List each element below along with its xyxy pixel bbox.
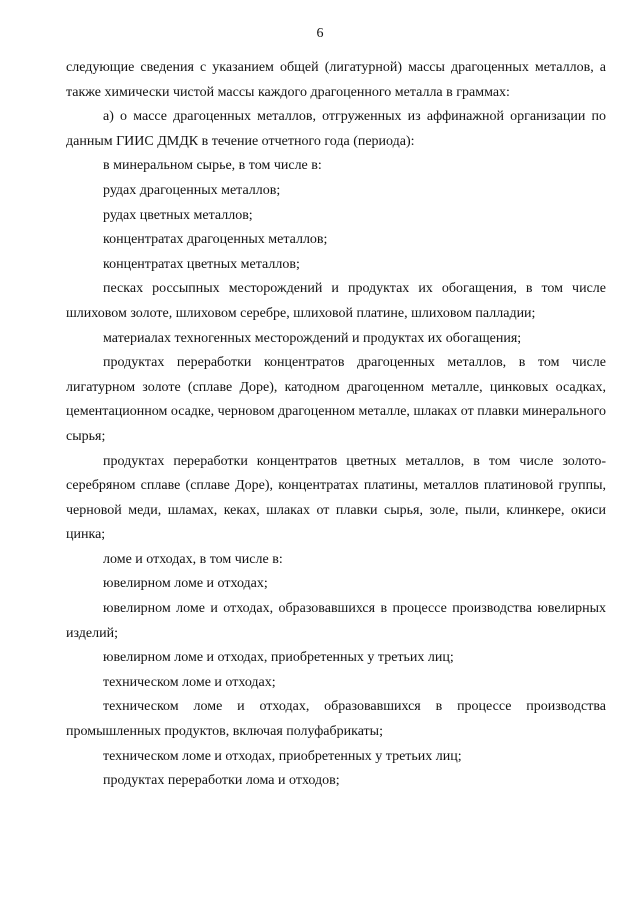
paragraph-nonferrous-concentrate-products: продуктах переработки концентратов цветных металлов, в том числе золото-серебряном сплаве (сплаве Доре), концентратах платины, металлов платиновой группы, черновой меди, шламах, кеках, шлаках от плавки сырья, золе, пыли, клинкере, окиси цинка; xyxy=(66,453,606,543)
paragraph-technical-scrap-purchased: техническом ломе и отходах, приобретенных у третьих лиц; xyxy=(103,748,462,764)
paragraph-precious-concentrate-products: продуктах переработки концентратов драгоценных металлов, в том числе лигатурном золоте (сплаве Доре), катодном драгоценном металле, цинковых осадках, цементационном осадке, черновом драгоценном металле, шлаках от плавки минерального сырья; xyxy=(66,355,606,444)
paragraph-nonferrous-concentrates: концентратах цветных металлов; xyxy=(103,256,300,272)
paragraph-technical-scrap-production: техническом ломе и отходах, образовавшихся в процессе производства промышленных продуктов, включая полуфабрикаты; xyxy=(66,699,606,740)
paragraph-technogenic-materials: материалах техногенных месторождений и продуктах их обогащения; xyxy=(103,330,522,346)
paragraph-jewelry-scrap-production: ювелирном ломе и отходах, образовавшихся в процессе производства ювелирных изделий; xyxy=(66,601,606,641)
paragraph-mineral-raw: в минеральном сырье, в том числе в: xyxy=(103,158,322,174)
page-number: 6 xyxy=(316,26,324,41)
paragraph-nonferrous-ores: рудах цветных металлов; xyxy=(103,207,253,223)
paragraph-intro: следующие сведения с указанием общей (лигатурной) массы драгоценных металлов, а также химически чистой массы каждого драгоценного металла в граммах: xyxy=(66,60,606,100)
paragraph-scrap-processing-products: продуктах переработки лома и отходов; xyxy=(103,773,340,789)
paragraph-jewelry-scrap-purchased: ювелирном ломе и отходах, приобретенных у третьих лиц; xyxy=(103,650,454,666)
paragraph-precious-concentrates: концентратах драгоценных металлов; xyxy=(103,232,328,248)
paragraph-precious-ores: рудах драгоценных металлов; xyxy=(103,182,281,198)
paragraph-item-a: а) о массе драгоценных металлов, отгруженных из аффинажной организации по данным ГИИС ДМДК в течение отчетного года (периода): xyxy=(66,109,606,149)
paragraph-jewelry-scrap: ювелирном ломе и отходах; xyxy=(103,576,268,592)
paragraph-placer-sands: песках россыпных месторождений и продуктах их обогащения, в том числе шлиховом золоте, шлиховом серебре, шлиховой платине, шлиховом палладии; xyxy=(66,281,606,321)
paragraph-scrap-waste: ломе и отходах, в том числе в: xyxy=(103,551,283,567)
document-body xyxy=(66,56,606,794)
paragraph-technical-scrap: техническом ломе и отходах; xyxy=(103,674,276,690)
